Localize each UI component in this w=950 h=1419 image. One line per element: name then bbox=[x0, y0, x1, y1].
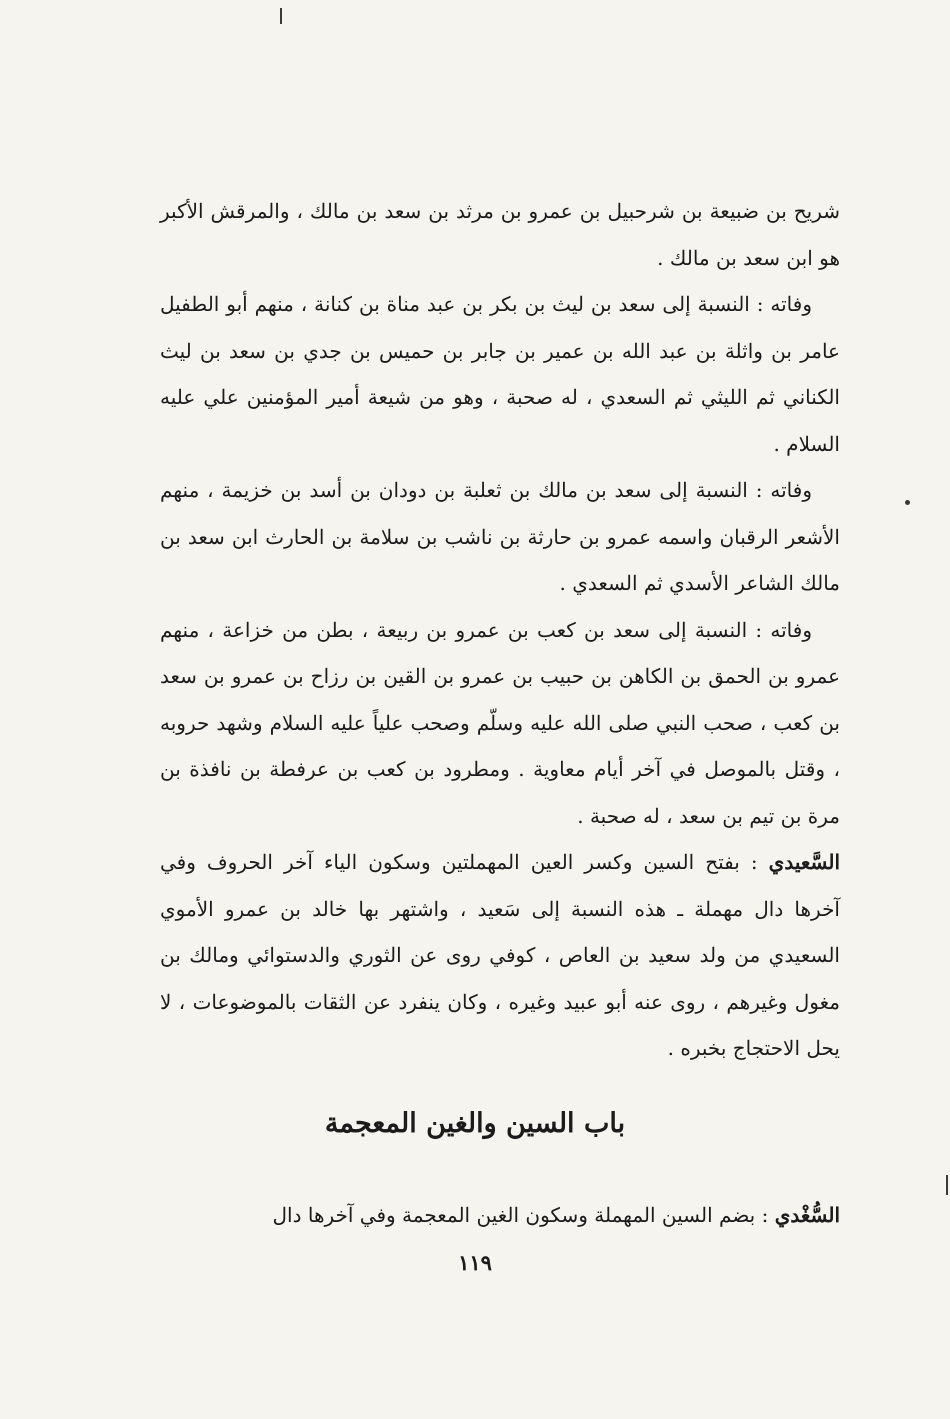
paragraph-text: وفاته : النسبة إلى سعد بن كعب بن عمرو بن ربيعة ، بطن من خزاعة ، منهم عمرو بن الحمق بن الكاهن بن حبيب بن عمرو بن القين بن رزاح بن عمرو بن سعد بن كعب ، صحب النبي صلى الله عليه وسلّم وصحب علياً عليه السلام وشهد حروبه ، وقتل بالموصل في آخر أيام معاوية . ومطرود بن كعب بن عرفطة بن نافذة بن مرة بن تيم بن سعد ، له صحبة . bbox=[160, 617, 840, 828]
paragraph-3 bbox=[160, 467, 840, 607]
final-entry bbox=[160, 1192, 840, 1238]
paragraph-5 bbox=[160, 839, 840, 1072]
paragraph-text: وفاته : النسبة إلى سعد بن مالك بن ثعلبة بن دودان بن أسد بن خزيمة ، منهم الأشعر الرقبان واسمه عمرو بن حارثة بن ناشب بن سلامة بن الحارث ابن سعد بن مالك الشاعر الأسدي ثم السعدي . bbox=[160, 478, 840, 595]
scan-artifact-dot bbox=[905, 500, 910, 505]
scan-artifact-line bbox=[946, 1175, 948, 1195]
entry-text: : بضم السين المهملة وسكون الغين المعجمة وفي آخرها دال bbox=[272, 1203, 775, 1227]
scan-artifact-mark bbox=[280, 8, 282, 24]
paragraph-text: وفاته : النسبة إلى سعد بن ليث بن بكر بن عبد مناة بن كنانة ، منهم أبو الطفيل عامر بن واثلة بن عبد الله بن عمير بن جابر بن حميس بن جدي بن سعد بن ليث الكناني ثم الليثي ثم السعدي ، له صحبة ، وهو من شيعة أمير المؤمنين علي عليه السلام . bbox=[160, 292, 840, 456]
entry-term: السَّعيدي bbox=[768, 850, 840, 874]
main-text bbox=[160, 188, 840, 1072]
paragraph-text: : بفتح السين وكسر العين المهملتين وسكون الياء آخر الحروف وفي آخرها دال مهملة ـ هذه النسبة إلى سَعيد ، واشتهر بها خالد بن عمرو الأموي السعيدي من ولد سعيد بن العاص ، كوفي روى عن الثوري والدستوائي ومالك بن مغول وغيرهم ، روى عنه أبو عبيد وغيره ، وكان ينفرد عن الثقات بالموضوعات ، لا يحل الاحتجاج بخبره . bbox=[160, 850, 840, 1060]
paragraph-2 bbox=[160, 281, 840, 467]
section-heading: باب السين والغين المعجمة bbox=[324, 1108, 626, 1139]
paragraph-4 bbox=[160, 607, 840, 840]
paragraph-1 bbox=[160, 188, 840, 281]
entry-term: السُّغْدي bbox=[774, 1203, 840, 1227]
paragraph-text: شريح بن ضبيعة بن شرحبيل بن عمرو بن مرثد بن سعد بن مالك ، والمرقش الأكبر هو ابن سعد بن مالك . bbox=[160, 199, 840, 270]
page-number: ١١٩ bbox=[458, 1250, 492, 1275]
